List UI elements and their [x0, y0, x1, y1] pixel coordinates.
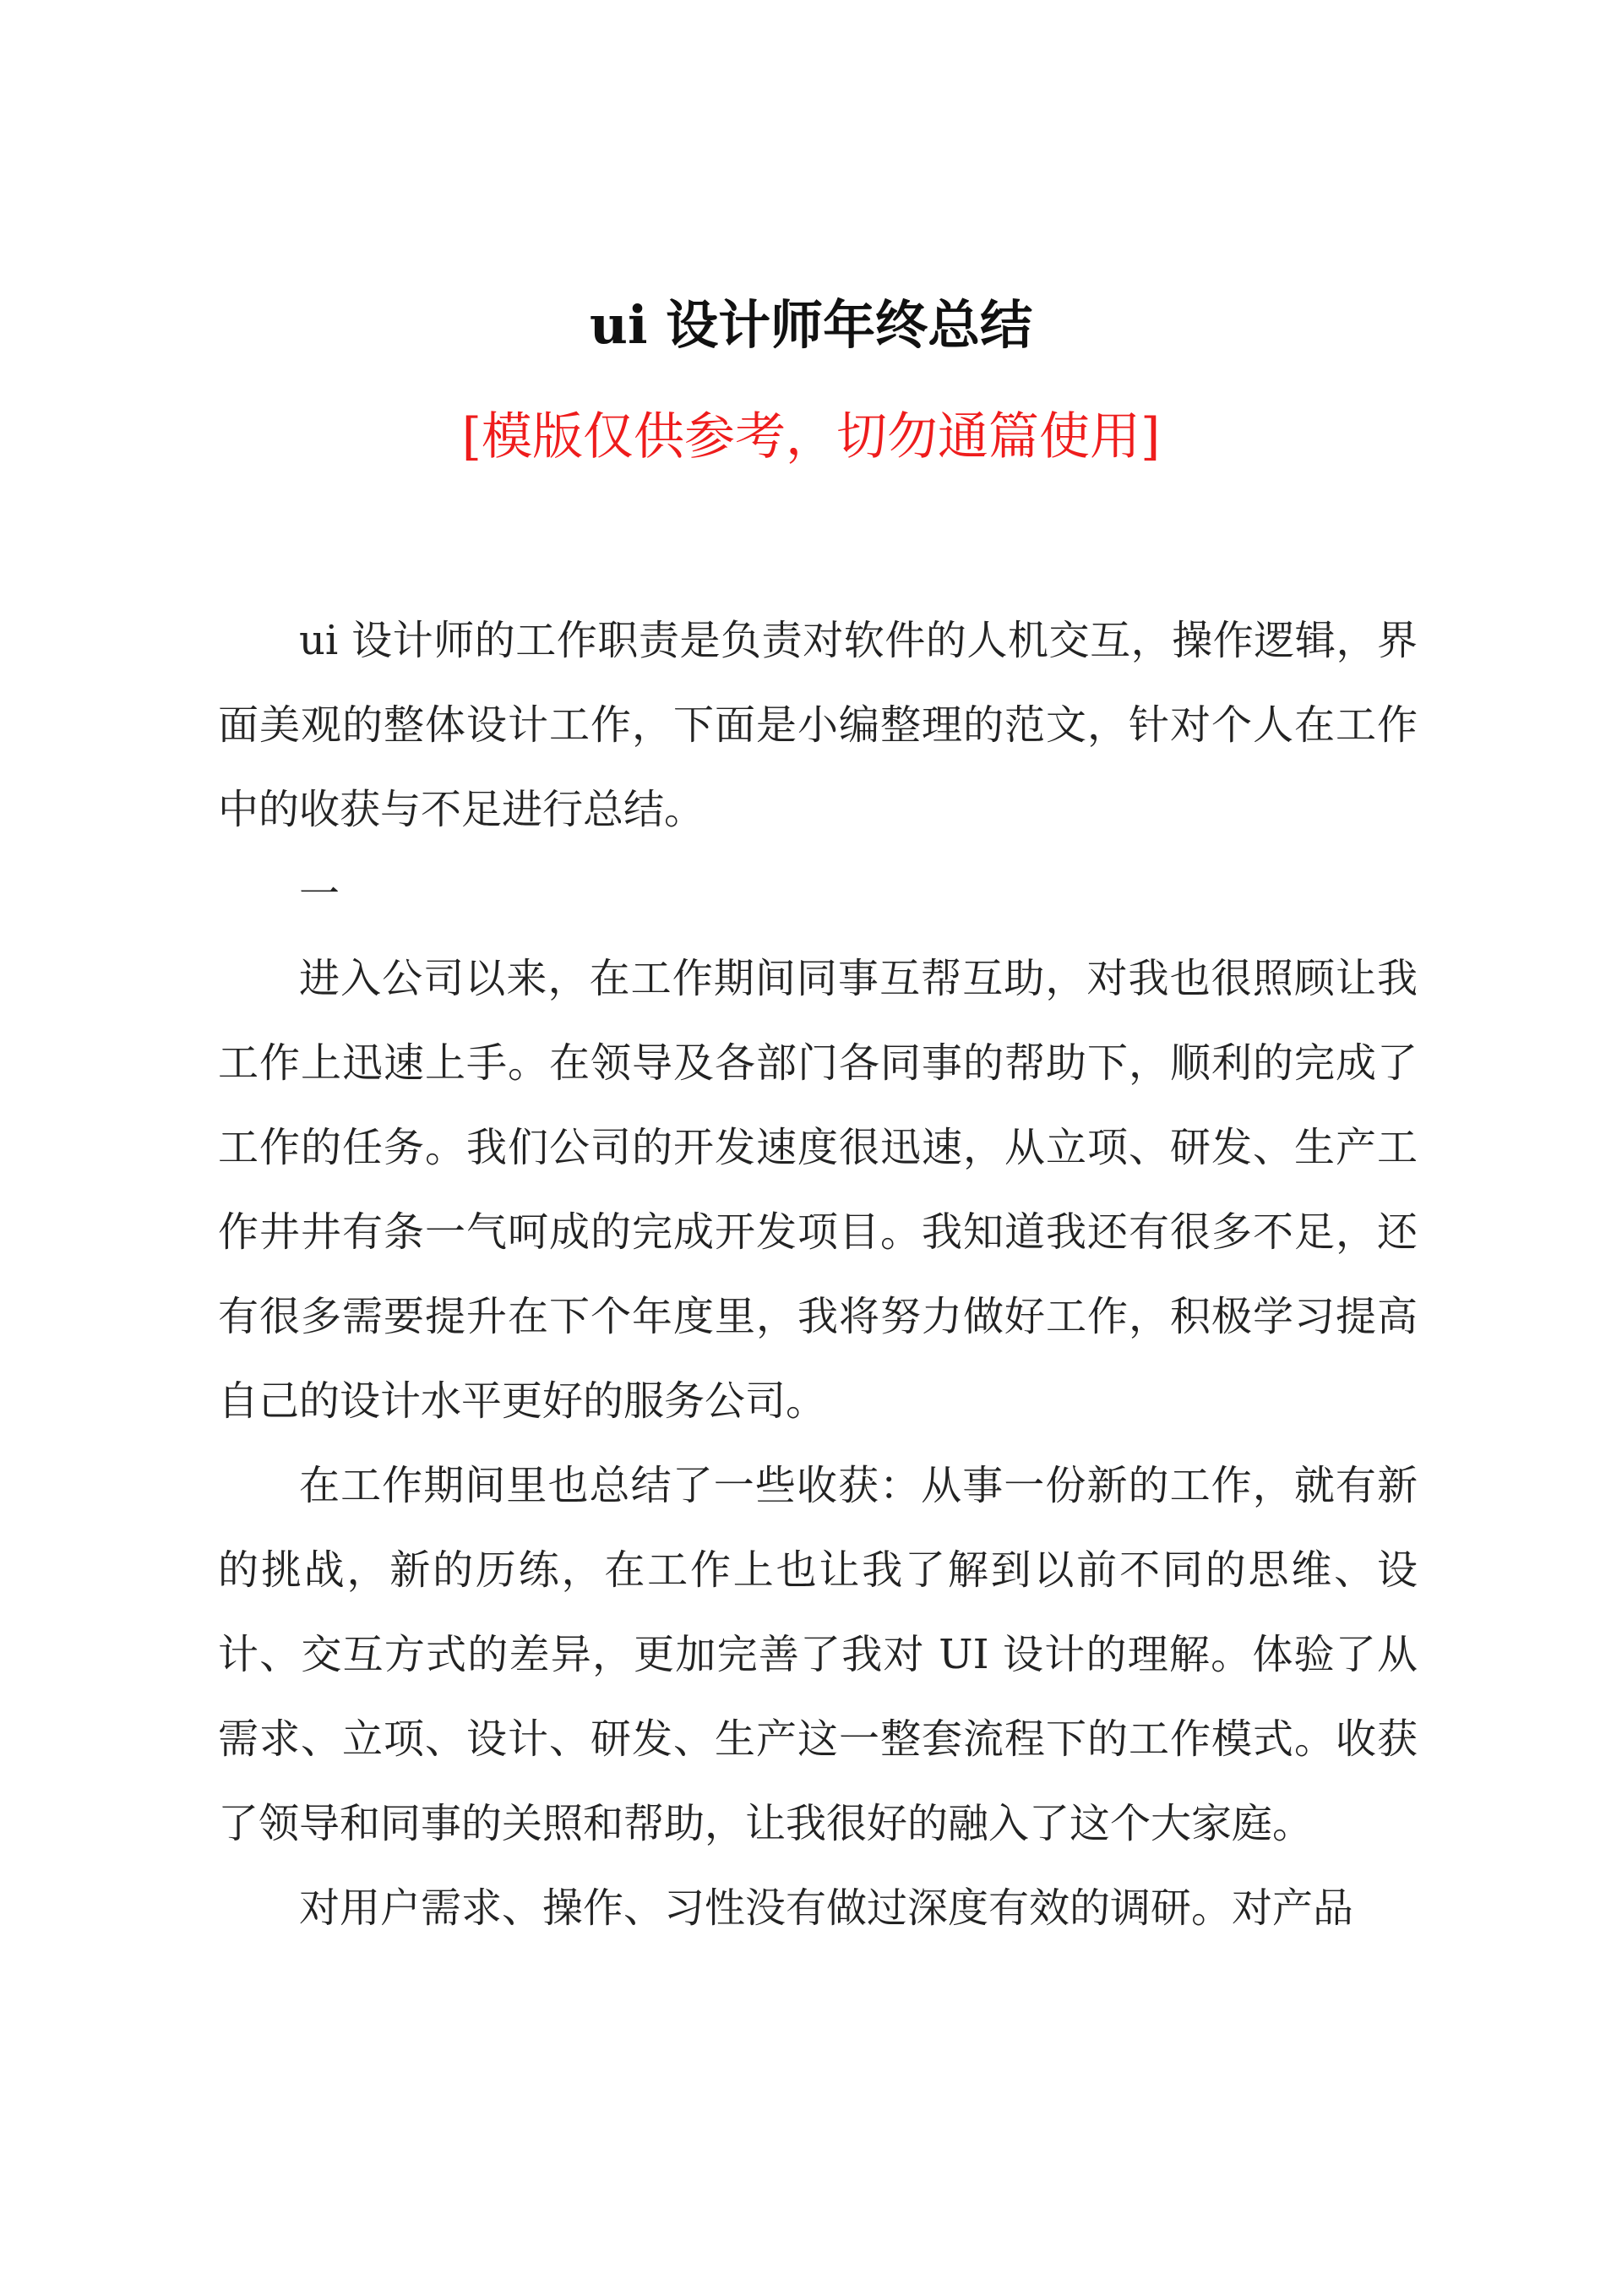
body-paragraph: 在工作期间里也总结了一些收获：从事一份新的工作，就有新的挑战，新的历练，在工作上也让我了解到以前不同的思维、设计、交互方式的差异，更加完善了我对 UI 设计的理解。体验了从需求、立项、设计、研发、生产这一整套流程下的工作模式。收获了领导和同事的关照和帮助，让我很好的融入了这个大家庭。: [218, 1462, 1418, 1847]
document-title: ui 设计师年终总结: [589, 294, 1033, 356]
section-marker: 一: [299, 870, 340, 918]
body-paragraph: 对用户需求、操作、习性没有做过深度有效的调研。对产品: [299, 1884, 1354, 1932]
document-body: [218, 598, 1418, 1950]
intro-paragraph: ui 设计师的工作职责是负责对软件的人机交互，操作逻辑，界面美观的整体设计工作，下面是小编整理的范文，针对个人在工作中的收获与不足进行总结。: [218, 617, 1418, 833]
body-paragraph: 进入公司以来，在工作期间同事互帮互助，对我也很照顾让我工作上迅速上手。在领导及各部门各同事的帮助下，顺利的完成了工作的任务。我们公司的开发速度很迅速，从立项、研发、生产工作井井有条一气呵成的完成开发项目。我知道我还有很多不足，还有很多需要提升在下个年度里，我将努力做好工作，积极学习提高自己的设计水平更好的服务公司。: [218, 955, 1418, 1425]
template-notice: [模版仅供参考，切勿通篇使用]: [461, 407, 1161, 466]
